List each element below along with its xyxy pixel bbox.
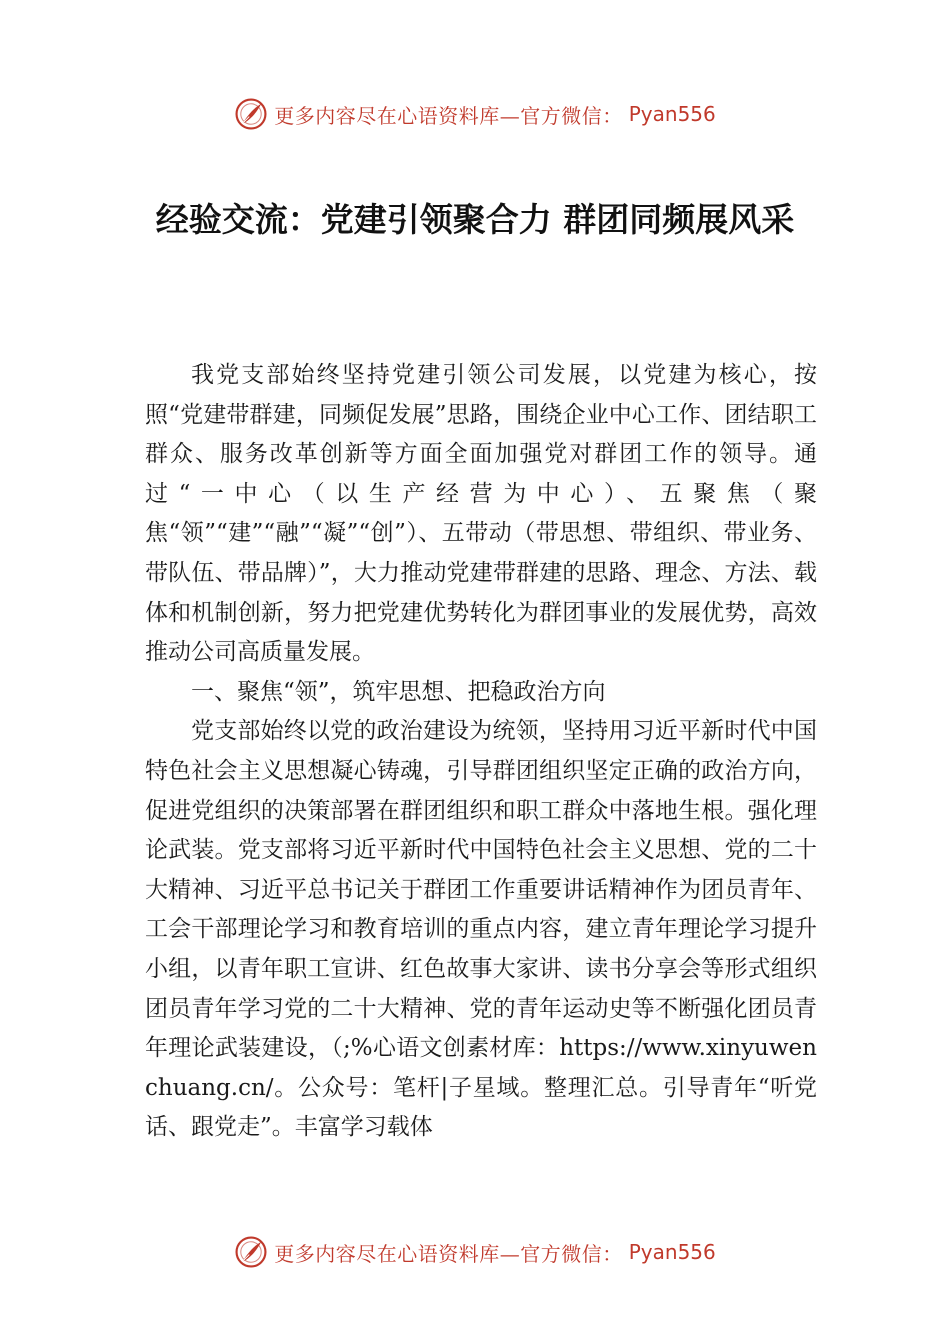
- banner-contact: Pyan556: [628, 1240, 716, 1264]
- quill-logo-icon: [234, 97, 268, 131]
- banner-text: 更多内容尽在心语资料库—官方微信：: [274, 1241, 623, 1266]
- banner-contact: Pyan556: [628, 102, 716, 126]
- header-banner: [0, 94, 950, 134]
- section-paragraph: 党支部始终以党的政治建设为统领，坚持用习近平新时代中国特色社会主义思想凝心铸魂，引导群团组织坚定正确的政治方向，促进党组织的决策部署在群团组织和职工群众中落地生根。强化理论武装。党支部将习近平新时代中国特色社会主义思想、党的二十大精神、习近平总书记关于群团工作重要讲话精神作为团员青年、工会干部理论学习和教育培训的重点内容，建立青年理论学习提升小组，以青年职工宣讲、红色故事大家讲、读书分享会等形式组织团员青年学习党的二十大精神、党的青年运动史等不断强化团员青年理论武装建设，（;%心语文创素材库：https://www.xinyuwenchuang.cn/。公众号：笔杆|子星域。整理汇总。引导青年“听党话、跟党走”。丰富学习载体: [145, 718, 817, 1141]
- document-title: 经验交流：党建引领聚合力 群团同频展风采: [155, 200, 795, 239]
- intro-paragraph: 我党支部始终坚持党建引领公司发展，以党建为核心，按照“党建带群建，同频促发展”思路，围绕企业中心工作、团结职工群众、服务改革创新等方面全面加强党对群团工作的领导。通过“一中心（以生产经营为中心）、五聚焦（聚焦“领”“建”“融”“凝”“创”）、五带动（带思想、带组织、带业务、带队伍、带品牌）”，大力推动党建带群建的思路、理念、方法、载体和机制创新，努力把党建优势转化为群团事业的发展优势，高效推动公司高质量发展。: [145, 362, 817, 666]
- document-body: [145, 356, 817, 1148]
- section-heading: 一、聚焦“领”，筑牢思想、把稳政治方向: [191, 678, 606, 705]
- footer-banner: [0, 1232, 950, 1272]
- banner-text: 更多内容尽在心语资料库—官方微信：: [274, 103, 623, 128]
- quill-logo-icon: [234, 1235, 268, 1269]
